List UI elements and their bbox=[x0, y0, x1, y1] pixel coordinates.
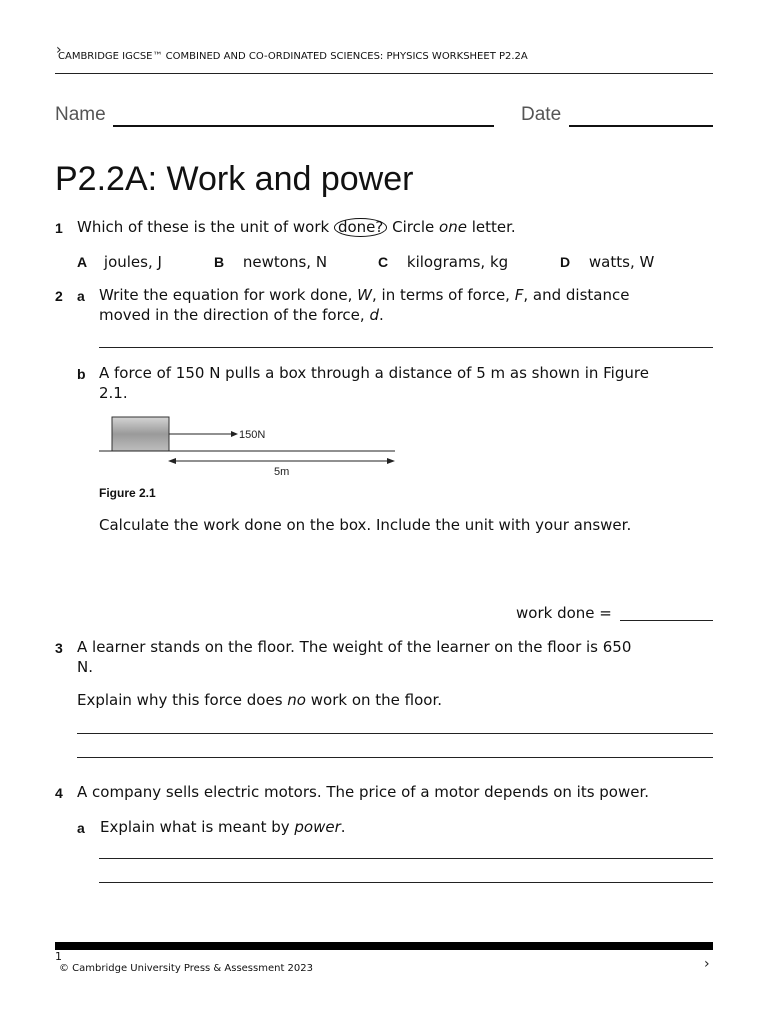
q2a-part1: Write the equation for work done, bbox=[99, 286, 358, 304]
q2a-label: a bbox=[77, 288, 85, 304]
q3-explain-italic: no bbox=[287, 691, 306, 709]
page-number: 1 bbox=[55, 950, 62, 963]
option-text: kilograms, kg bbox=[406, 253, 509, 271]
option-letter: A bbox=[77, 254, 88, 270]
q3-explain-part2: work on the floor. bbox=[305, 691, 443, 709]
q3-answer-line-1[interactable] bbox=[77, 733, 713, 734]
option-text: watts, W bbox=[588, 253, 655, 271]
corner-mark-bottom: › bbox=[704, 956, 710, 972]
work-done-answer-line[interactable] bbox=[620, 620, 713, 621]
q1-number: 1 bbox=[55, 220, 63, 236]
q3-line1: A learner stands on the floor. The weight of the learner on the floor is 650 bbox=[77, 638, 632, 656]
q4a-label: a bbox=[77, 820, 85, 836]
footer-bar bbox=[55, 942, 713, 950]
distance-arrow-left-head bbox=[168, 458, 176, 464]
option-letter: C bbox=[378, 254, 389, 270]
q2b-label: b bbox=[77, 366, 86, 382]
distance-label: 5m bbox=[274, 466, 290, 478]
work-done-label: work done = bbox=[516, 604, 617, 622]
q3-line2: N. bbox=[77, 658, 93, 676]
q1-option-d[interactable] bbox=[560, 252, 654, 272]
force-arrow-head bbox=[231, 431, 238, 437]
q4a-part1: Explain what is meant by bbox=[100, 818, 295, 836]
q1-text bbox=[77, 217, 516, 237]
q2a-text bbox=[99, 285, 629, 325]
q1-option-c[interactable] bbox=[378, 252, 508, 272]
date-field-line[interactable] bbox=[569, 125, 713, 127]
option-letter: D bbox=[560, 254, 571, 270]
q1-option-b[interactable] bbox=[214, 252, 327, 272]
box-shape bbox=[112, 417, 169, 451]
name-label: Name bbox=[55, 104, 106, 125]
q2a-var-d: d bbox=[369, 306, 379, 324]
q4a-text bbox=[100, 817, 346, 837]
option-text: joules, J bbox=[103, 253, 162, 271]
q2-number: 2 bbox=[55, 288, 63, 304]
q4a-answer-line-2[interactable] bbox=[99, 882, 713, 883]
force-label: 150N bbox=[239, 429, 266, 441]
q2a-part3: , and distance bbox=[523, 286, 630, 304]
q1-option-a[interactable] bbox=[77, 252, 162, 272]
name-field-line[interactable] bbox=[113, 125, 494, 127]
q3-explain-part1: Explain why this force does bbox=[77, 691, 288, 709]
q1-italic-word: one bbox=[439, 218, 467, 236]
q4a-part2: . bbox=[340, 818, 346, 836]
figure-2-1 bbox=[99, 410, 399, 482]
q4-text: A company sells electric motors. The price of a motor depends on its power. bbox=[77, 783, 650, 801]
q2a-var-w: W bbox=[357, 286, 372, 304]
distance-arrow-right-head bbox=[387, 458, 395, 464]
q1-circled-word: done? bbox=[334, 218, 387, 237]
q2b-instruction: Calculate the work done on the box. Include the unit with your answer. bbox=[99, 516, 632, 534]
q3-text bbox=[77, 637, 631, 677]
q4-number: 4 bbox=[55, 785, 63, 801]
date-label: Date bbox=[521, 104, 562, 125]
q2a-var-f: F bbox=[514, 286, 524, 304]
header-divider bbox=[55, 73, 713, 74]
q2a-part2: , in terms of force, bbox=[371, 286, 515, 304]
q2a-line2-part1: moved in the direction of the force, bbox=[99, 306, 370, 324]
q3-answer-line-2[interactable] bbox=[77, 757, 713, 758]
q2a-line2-part2: . bbox=[378, 306, 384, 324]
q4a-italic: power bbox=[294, 818, 341, 836]
q1-text-before: Which of these is the unit of work bbox=[77, 218, 334, 236]
q1-text-after-2: letter. bbox=[466, 218, 516, 236]
corner-mark-top: › bbox=[56, 42, 62, 58]
option-letter: B bbox=[214, 254, 225, 270]
option-text: newtons, N bbox=[242, 253, 328, 271]
q2b-text bbox=[99, 363, 649, 403]
figure-caption: Figure 2.1 bbox=[99, 486, 156, 500]
q2a-answer-line[interactable] bbox=[99, 347, 713, 348]
q4a-answer-line-1[interactable] bbox=[99, 858, 713, 859]
q2b-line2: 2.1. bbox=[99, 384, 128, 402]
q2b-line1: A force of 150 N pulls a box through a distance of 5 m as shown in Figure bbox=[99, 364, 649, 382]
q1-text-after-1: Circle bbox=[387, 218, 440, 236]
header-title: CAMBRIDGE IGCSE™ COMBINED AND CO-ORDINATED SCIENCES: PHYSICS WORKSHEET P2.2A bbox=[58, 51, 528, 62]
copyright-text: © Cambridge University Press & Assessment 2023 bbox=[59, 963, 314, 974]
q3-number: 3 bbox=[55, 640, 63, 656]
q3-explain bbox=[77, 690, 442, 710]
page-title: P2.2A: Work and power bbox=[55, 160, 414, 198]
